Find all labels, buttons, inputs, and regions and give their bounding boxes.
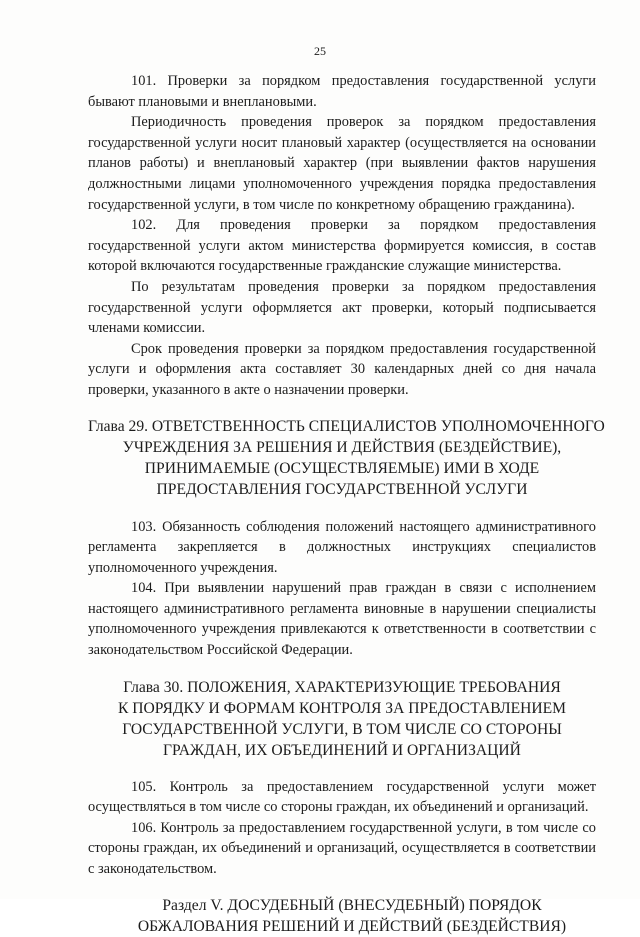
paragraph-103: 103. Обязанность соблюдения положений настоящего административного регламента закрепляется в должностных инструкциях специалистов уполномоченного учреждения. [88,518,596,576]
paragraph-106: 106. Контроль за предоставлением государственной услуги, в том числе со стороны граждан, их объединений и организаций, осуществляется в соответствии с законодательством. [88,819,596,878]
paragraph-101-periodicity: Периодичность проведения проверок за порядком предоставления государственной услуги носит плановый характер (осуществляется на основании планов работы) и внеплановый характер (при выявлении фактов нарушения должностными лицами уполномоченного учреждения порядка предоставления государственной услуги, в том числе по конкретному обращению гражданина). [88,114,596,213]
paragraph-102: 102. Для проведения проверки за порядком предоставления государственной услуги актом министерства формируется комиссия, в состав которой включаются государственные гражданские служащие министерства. [88,217,596,275]
chapter-30-heading-line: Глава 30. ПОЛОЖЕНИЯ, ХАРАКТЕРИЗУЮЩИЕ ТРЕБОВАНИЯ [123,678,561,696]
chapter-29-heading-line: УЧРЕЖДЕНИЯ ЗА РЕШЕНИЯ И ДЕЙСТВИЯ (БЕЗДЕЙСТВИЕ), [122,438,562,456]
chapter-29-heading-line: Глава 29. ОТВЕТСТВЕННОСТЬ СПЕЦИАЛИСТОВ УПОЛНОМОЧЕННОГО [88,417,605,435]
chapter-30-heading-line: ГРАЖДАН, ИХ ОБЪЕДИНЕНИЙ И ОРГАНИЗАЦИЙ [163,741,521,759]
paragraph-104: 104. При выявлении нарушений прав граждан в связи с исполнением настоящего административного регламента виновные в нарушении специалисты уполномоченного учреждения привлекаются к ответственности в соответствии с законодательством Российской Федерации. [88,580,596,659]
paragraph-105: 105. Контроль за предоставлением государственной услуги может осуществляться в том числе со стороны граждан, их объединений и организаций. [88,778,596,816]
chapter-30-heading [88,677,596,761]
paragraph-102-results: По результатам проведения проверки за порядком предоставления государственной услуги оформляется акт проверки, который подписывается членами комиссии. [88,278,596,337]
paragraph-101: 101. Проверки за порядком предоставления государственной услуги бывают плановыми и внеплановыми. [88,73,596,110]
page-content [88,71,605,937]
section-5-heading-line: ОБЖАЛОВАНИЯ РЕШЕНИЙ И ДЕЙСТВИЙ (БЕЗДЕЙСТВИЯ) [137,917,567,935]
chapter-30-heading-line: ГОСУДАРСТВЕННОЙ УСЛУГИ, В ТОМ ЧИСЛЕ СО СТОРОНЫ [122,720,562,738]
chapter-30-heading-line: К ПОРЯДКУ И ФОРМАМ КОНТРОЛЯ ЗА ПРЕДОСТАВЛЕНИЕМ [117,699,567,717]
chapter-29-heading-line: ПРИНИМАЕМЫЕ (ОСУЩЕСТВЛЯЕМЫЕ) ИМИ В ХОДЕ [144,459,540,477]
chapter-29-heading [88,416,605,500]
paragraph-102-term: Срок проведения проверки за порядком предоставления государственной услуги и оформления акта составляет 30 календарных дней со дня начала проверки, указанного в акте о назначении проверки. [88,340,596,398]
section-5-heading [108,895,596,937]
chapter-29-heading-line: ПРЕДОСТАВЛЕНИЯ ГОСУДАРСТВЕННОЙ УСЛУГИ [156,480,528,498]
page-number: 25 [314,44,326,58]
section-5-heading-line: Раздел V. ДОСУДЕБНЫЙ (ВНЕСУДЕБНЫЙ) ПОРЯДОК [162,896,542,914]
